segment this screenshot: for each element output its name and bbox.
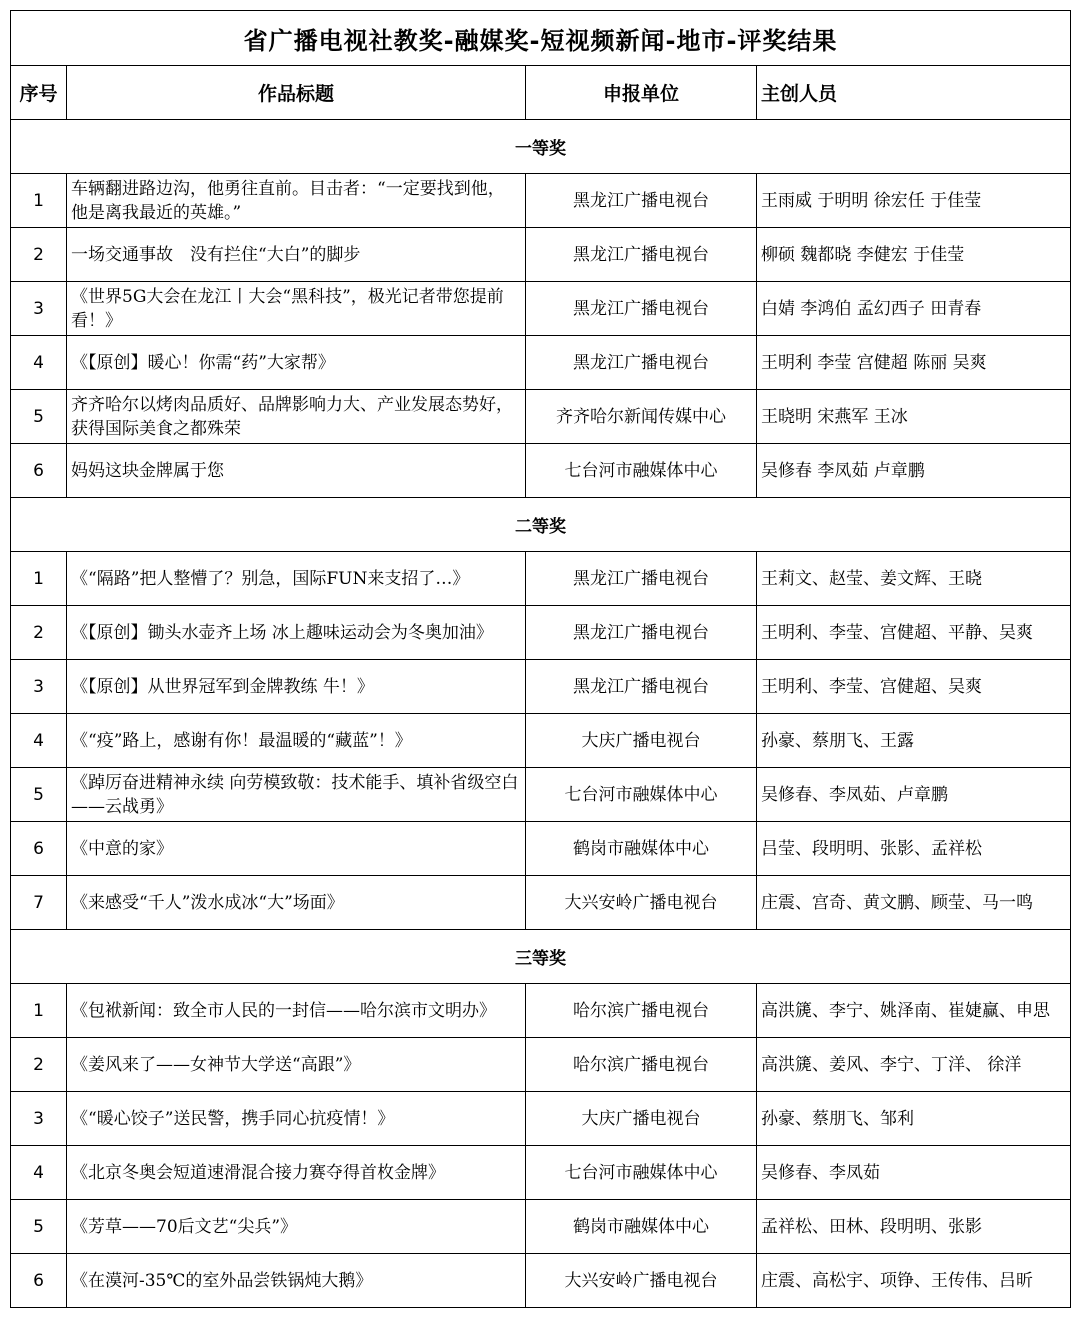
cell-staff: 王莉文、赵莹、姜文辉、王晓	[757, 552, 1071, 606]
section-label: 一等奖	[11, 120, 1071, 174]
cell-unit: 大兴安岭广播电视台	[526, 876, 757, 930]
table-row	[11, 822, 1071, 876]
cell-title: 《【原创】暖心！你需“药”大家帮》	[67, 336, 526, 390]
cell-staff: 孙豪、蔡朋飞、邹利	[757, 1092, 1071, 1146]
cell-no: 1	[11, 174, 67, 228]
table-row	[11, 336, 1071, 390]
cell-no: 2	[11, 228, 67, 282]
table-row	[11, 174, 1071, 228]
section-row	[11, 120, 1071, 174]
cell-no: 2	[11, 606, 67, 660]
table-row	[11, 552, 1071, 606]
cell-unit: 鹤岗市融媒体中心	[526, 1200, 757, 1254]
cell-no: 4	[11, 336, 67, 390]
table-row	[11, 1254, 1071, 1308]
table-row	[11, 984, 1071, 1038]
cell-staff: 高洪篪、姜风、李宁、丁洋、 徐洋	[757, 1038, 1071, 1092]
cell-unit: 大兴安岭广播电视台	[526, 1254, 757, 1308]
table-row	[11, 876, 1071, 930]
cell-staff: 孙豪、蔡朋飞、王露	[757, 714, 1071, 768]
table-row	[11, 390, 1071, 444]
cell-staff: 孟祥松、田林、段明明、张影	[757, 1200, 1071, 1254]
cell-no: 4	[11, 1146, 67, 1200]
cell-title: 《来感受“千人”泼水成冰“大”场面》	[67, 876, 526, 930]
results-table	[10, 10, 1071, 1308]
table-row	[11, 714, 1071, 768]
cell-staff: 吴修春、李凤茹	[757, 1146, 1071, 1200]
section-label: 二等奖	[11, 498, 1071, 552]
table-title: 省广播电视社教奖-融媒奖-短视频新闻-地市-评奖结果	[11, 11, 1071, 66]
cell-title: 《【原创】锄头水壶齐上场 冰上趣味运动会为冬奥加油》	[67, 606, 526, 660]
cell-staff: 柳硕 魏都晓 李健宏 于佳莹	[757, 228, 1071, 282]
cell-no: 7	[11, 876, 67, 930]
header-row	[11, 66, 1071, 120]
cell-staff: 高洪篪、李宁、姚泽南、崔婕赢、申思	[757, 984, 1071, 1038]
table-row	[11, 444, 1071, 498]
section-row	[11, 498, 1071, 552]
cell-title: 齐齐哈尔以烤肉品质好、品牌影响力大、产业发展态势好，获得国际美食之都殊荣	[67, 390, 526, 444]
cell-staff: 王明利、李莹、宫健超、平静、吴爽	[757, 606, 1071, 660]
cell-unit: 七台河市融媒体中心	[526, 1146, 757, 1200]
cell-no: 5	[11, 768, 67, 822]
cell-staff: 白婧 李鸿伯 孟幻西子 田青春	[757, 282, 1071, 336]
cell-staff: 庄震、高松宇、项铮、王传伟、吕昕	[757, 1254, 1071, 1308]
table-row	[11, 1200, 1071, 1254]
cell-staff: 吴修春、李凤茹、卢章鹏	[757, 768, 1071, 822]
cell-title: 《北京冬奥会短道速滑混合接力赛夺得首枚金牌》	[67, 1146, 526, 1200]
cell-staff: 吕莹、段明明、张影、孟祥松	[757, 822, 1071, 876]
cell-title: 《芳草——70后文艺“尖兵”》	[67, 1200, 526, 1254]
section-label: 三等奖	[11, 930, 1071, 984]
cell-unit: 黑龙江广播电视台	[526, 174, 757, 228]
cell-no: 6	[11, 1254, 67, 1308]
cell-unit: 鹤岗市融媒体中心	[526, 822, 757, 876]
cell-staff: 王晓明 宋燕军 王冰	[757, 390, 1071, 444]
cell-unit: 七台河市融媒体中心	[526, 768, 757, 822]
cell-unit: 大庆广播电视台	[526, 714, 757, 768]
cell-no: 4	[11, 714, 67, 768]
cell-title: 《【原创】从世界冠军到金牌教练 牛！》	[67, 660, 526, 714]
cell-title: 《“疫”路上，感谢有你！最温暖的“藏蓝”！》	[67, 714, 526, 768]
cell-title: 《踔厉奋进精神永续 向劳模致敬：技术能手、填补省级空白——云战勇》	[67, 768, 526, 822]
table-row	[11, 1038, 1071, 1092]
cell-title: 《世界5G大会在龙江丨大会“黑科技”，极光记者带您提前看！》	[67, 282, 526, 336]
cell-title: 《包袱新闻：致全市人民的一封信——哈尔滨市文明办》	[67, 984, 526, 1038]
table-row	[11, 1092, 1071, 1146]
cell-title: 《“暖心饺子”送民警，携手同心抗疫情！》	[67, 1092, 526, 1146]
cell-no: 6	[11, 444, 67, 498]
header-no: 序号	[11, 66, 67, 120]
table-row	[11, 228, 1071, 282]
cell-staff: 吴修春 李凤茹 卢章鹏	[757, 444, 1071, 498]
cell-unit: 齐齐哈尔新闻传媒中心	[526, 390, 757, 444]
cell-no: 3	[11, 660, 67, 714]
cell-unit: 哈尔滨广播电视台	[526, 984, 757, 1038]
cell-unit: 黑龙江广播电视台	[526, 336, 757, 390]
cell-unit: 黑龙江广播电视台	[526, 228, 757, 282]
header-staff: 主创人员	[757, 66, 1071, 120]
header-unit: 申报单位	[526, 66, 757, 120]
cell-staff: 王明利、李莹、宫健超、吴爽	[757, 660, 1071, 714]
cell-unit: 黑龙江广播电视台	[526, 660, 757, 714]
cell-unit: 七台河市融媒体中心	[526, 444, 757, 498]
cell-no: 6	[11, 822, 67, 876]
cell-no: 3	[11, 282, 67, 336]
cell-unit: 黑龙江广播电视台	[526, 606, 757, 660]
cell-no: 5	[11, 1200, 67, 1254]
cell-no: 2	[11, 1038, 67, 1092]
cell-no: 1	[11, 552, 67, 606]
cell-no: 1	[11, 984, 67, 1038]
cell-no: 3	[11, 1092, 67, 1146]
cell-staff: 庄震、宫奇、黄文鹏、顾莹、马一鸣	[757, 876, 1071, 930]
cell-staff: 王明利 李莹 宫健超 陈丽 吴爽	[757, 336, 1071, 390]
table-row	[11, 282, 1071, 336]
cell-title: 《中意的家》	[67, 822, 526, 876]
section-row	[11, 930, 1071, 984]
table-row	[11, 606, 1071, 660]
cell-unit: 黑龙江广播电视台	[526, 282, 757, 336]
cell-no: 5	[11, 390, 67, 444]
cell-title: 妈妈这块金牌属于您	[67, 444, 526, 498]
table-row	[11, 660, 1071, 714]
header-title: 作品标题	[67, 66, 526, 120]
results-sheet	[10, 10, 1070, 1308]
cell-title: 一场交通事故 没有拦住“大白”的脚步	[67, 228, 526, 282]
cell-unit: 大庆广播电视台	[526, 1092, 757, 1146]
cell-unit: 黑龙江广播电视台	[526, 552, 757, 606]
cell-title: 《“隔路”把人整懵了？别急，国际FUN来支招了…》	[67, 552, 526, 606]
cell-staff: 王雨威 于明明 徐宏任 于佳莹	[757, 174, 1071, 228]
table-row	[11, 1146, 1071, 1200]
cell-title: 《姜风来了——女神节大学送“高跟”》	[67, 1038, 526, 1092]
cell-title: 车辆翻进路边沟，他勇往直前。目击者：“一定要找到他，他是离我最近的英雄。”	[67, 174, 526, 228]
cell-unit: 哈尔滨广播电视台	[526, 1038, 757, 1092]
cell-title: 《在漠河-35℃的室外品尝铁锅炖大鹅》	[67, 1254, 526, 1308]
table-row	[11, 768, 1071, 822]
